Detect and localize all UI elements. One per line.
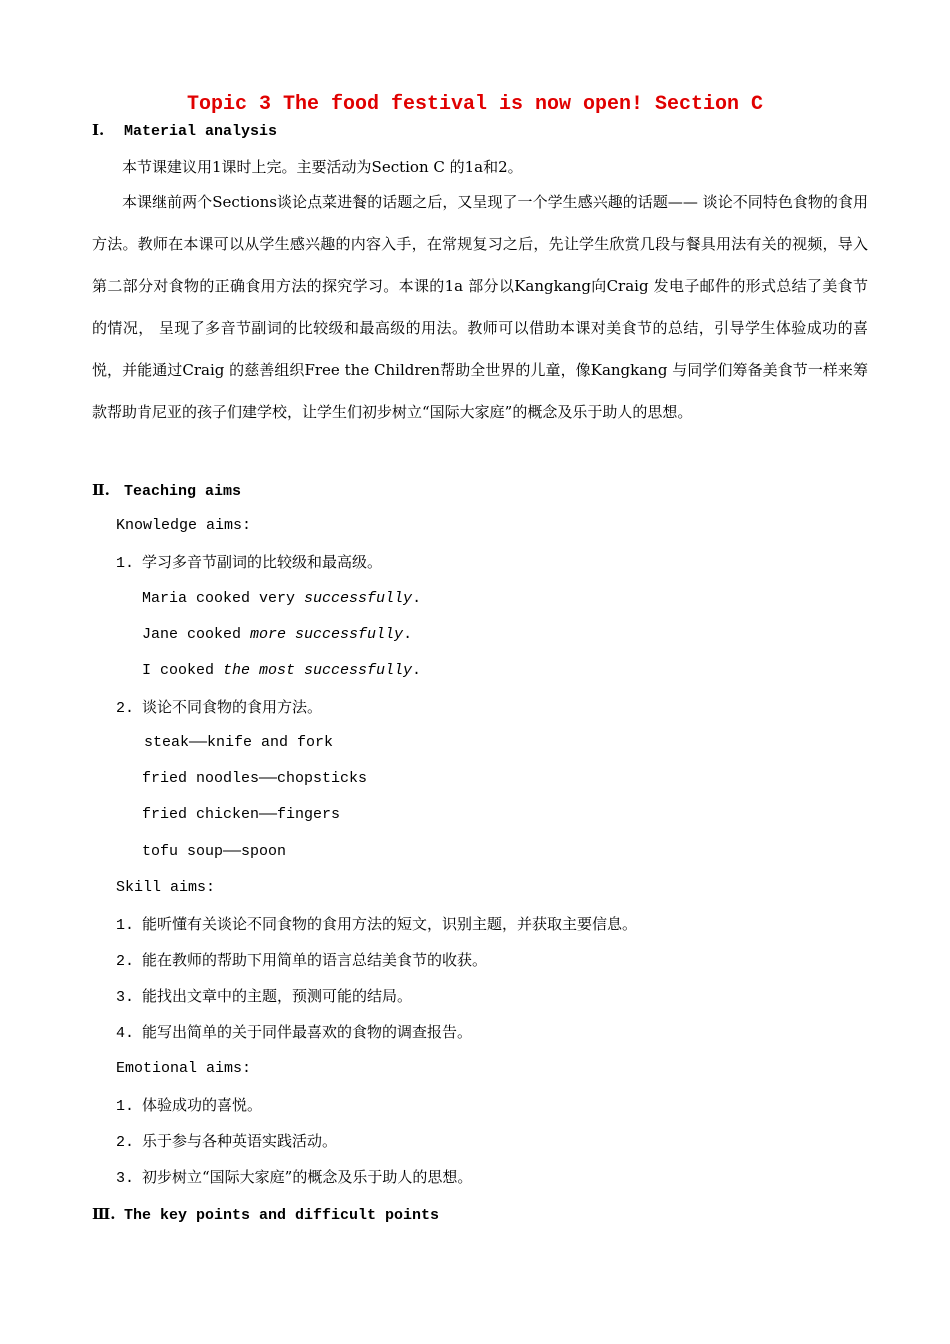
item-text: 能写出简单的关于同伴最喜欢的食物的调查报告。: [142, 1023, 473, 1041]
item-text: 学习多音节副词的比较级和最高级。: [142, 553, 383, 571]
item-text: 能听懂有关谈论不同食物的食用方法的短文，识别主题，并获取主要信息。: [142, 915, 638, 933]
section-heading-teaching-aims: [92, 480, 241, 502]
knowledge-aim-item: [116, 552, 382, 574]
food-utensil-pair: fried chicken——fingers: [142, 806, 341, 823]
example-emphasis: successfully: [304, 590, 413, 607]
item-text: 体验成功的喜悦。: [142, 1096, 263, 1114]
skill-aim-item: [116, 986, 412, 1008]
item-number: 1.: [116, 555, 135, 572]
heading-text: Teaching aims: [124, 483, 242, 500]
example-punct: .: [403, 626, 413, 643]
section-heading-key-points: [92, 1204, 439, 1226]
skill-aim-item: [116, 950, 487, 972]
item-number: 4.: [116, 1025, 135, 1042]
example-text: Jane cooked: [142, 626, 251, 643]
emotional-aims-label: Emotional aims:: [116, 1060, 252, 1077]
section-heading-material-analysis: [92, 120, 277, 142]
skill-aim-item: [116, 914, 637, 936]
heading-text: The key points and difficult points: [124, 1207, 440, 1224]
item-number: 2.: [116, 700, 135, 717]
item-number: 3.: [116, 989, 135, 1006]
item-number: 1.: [116, 1098, 135, 1115]
example-emphasis: the most successfully: [223, 662, 413, 679]
item-number: 1.: [116, 917, 135, 934]
example-text: I cooked: [142, 662, 224, 679]
skill-aims-label: Skill aims:: [116, 879, 216, 896]
roman-numeral: Ⅲ.: [92, 1205, 116, 1223]
food-utensil-pair: tofu soup——spoon: [142, 843, 287, 860]
item-text: 能找出文章中的主题，预测可能的结局。: [142, 987, 413, 1005]
example-emphasis: more successfully: [250, 626, 404, 643]
food-utensil-pair: fried noodles——chopsticks: [142, 770, 368, 787]
item-number: 3.: [116, 1170, 135, 1187]
skill-aim-item: [116, 1022, 472, 1044]
item-text: 谈论不同食物的食用方法。: [142, 698, 323, 716]
knowledge-aims-label: Knowledge aims:: [116, 517, 252, 534]
example-punct: .: [412, 662, 422, 679]
example-text: Maria cooked very: [142, 590, 305, 607]
example-sentence: [142, 661, 421, 681]
document-title: Topic 3 The food festival is now open! Section C: [186, 93, 764, 116]
food-utensil-pair: steak——knife and fork: [144, 734, 334, 751]
emotional-aim-item: [116, 1167, 472, 1189]
item-text: 乐于参与各种英语实践活动。: [142, 1132, 338, 1150]
knowledge-aim-item: [116, 697, 322, 719]
roman-numeral: Ⅱ.: [92, 481, 110, 499]
material-paragraph-1: 本节课建议用1课时上完。主要活动为Section C 的1a和2。: [122, 158, 523, 176]
example-punct: .: [412, 590, 422, 607]
roman-numeral: Ⅰ.: [92, 121, 105, 139]
item-text: 初步树立“国际大家庭”的概念及乐于助人的思想。: [142, 1168, 473, 1186]
emotional-aim-item: [116, 1131, 337, 1153]
example-sentence: [142, 625, 412, 645]
material-paragraph-2: 本课继前两个Sections谈论点菜进餐的话题之后，又呈现了一个学生感兴趣的话题—— 谈论不同特色食物的食用方法。教师在本课可以从学生感兴趣的内容入手，在常规复习之后，先让学生欣赏几段与餐具用法有关的视频，导入第二部分对食物的正确食用方法的探究学习。本课的1a 部分以Kangkang向Craig 发电子邮件的形式总结了美食节的情况， 呈现了多音节副词的比较级和最高级的用法。教师可以借助本课对美食节的总结，引导学生体验成功的喜悦，并能通过Craig 的慈善组织Free the Children帮助全世界的儿童，像Kangkang 与同学们筹备美食节一样来筹款帮助肯尼亚的孩子们建学校，让学生们初步树立“国际大家庭”的概念及乐于助人的思想。: [92, 193, 868, 421]
example-sentence: [142, 589, 421, 609]
item-number: 2.: [116, 953, 135, 970]
heading-text: Material analysis: [124, 123, 278, 140]
emotional-aim-item: [116, 1095, 262, 1117]
item-number: 2.: [116, 1134, 135, 1151]
item-text: 能在教师的帮助下用简单的语言总结美食节的收获。: [142, 951, 488, 969]
